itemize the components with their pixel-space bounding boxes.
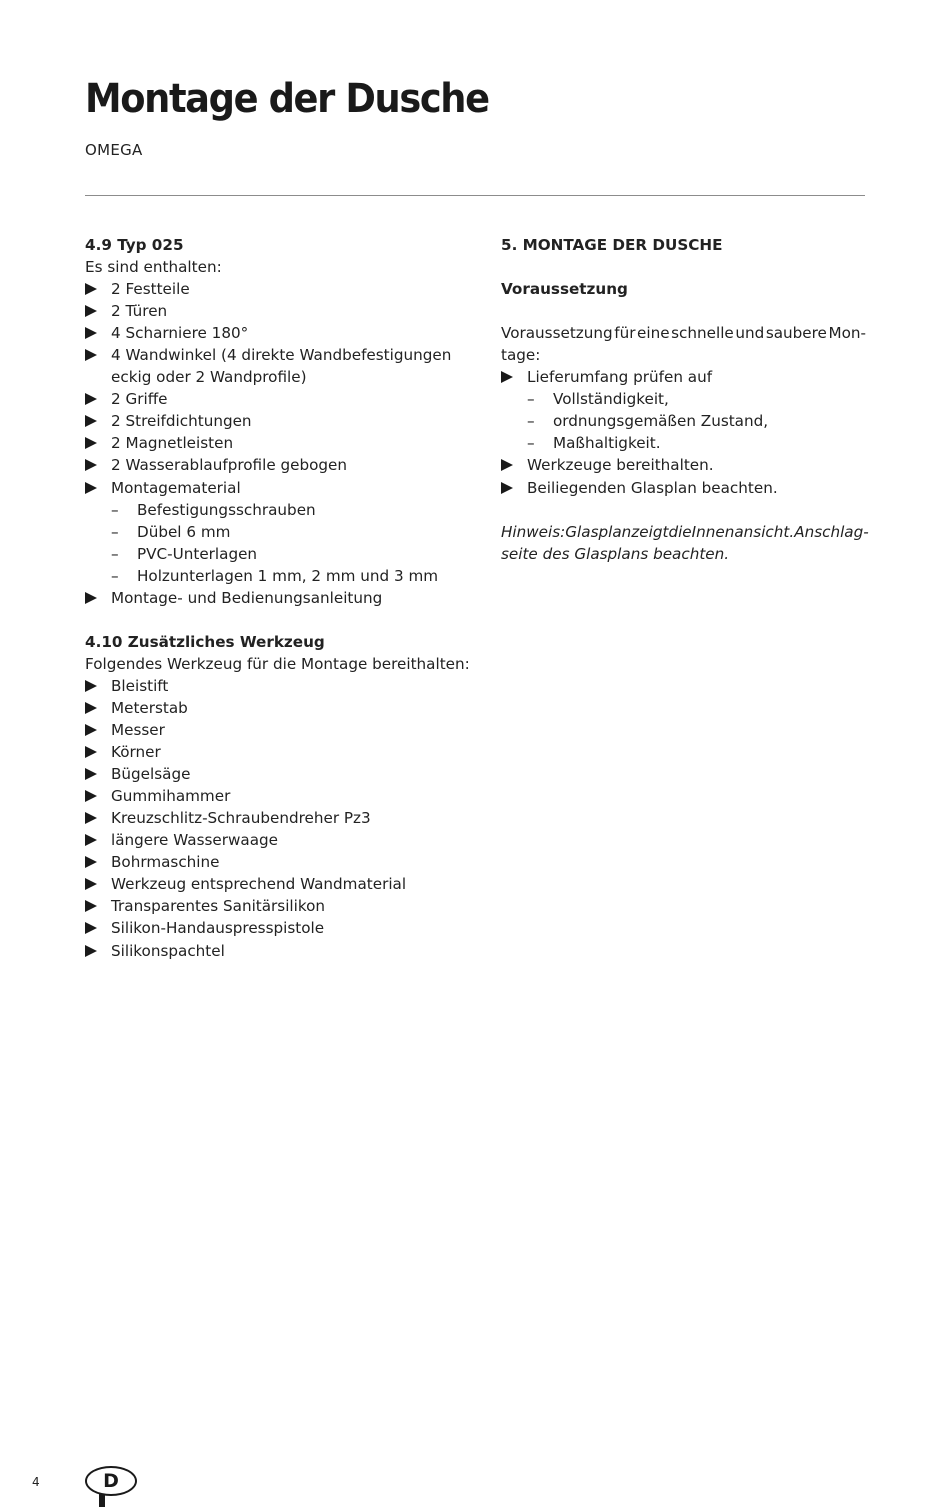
bullet-icon — [85, 768, 97, 780]
bullet-icon — [85, 724, 97, 736]
bullet-icon — [85, 945, 97, 957]
bullet-icon — [85, 680, 97, 692]
list-item: Gummihammer — [85, 785, 465, 807]
bullet-icon — [85, 459, 97, 471]
sub-list-item: – Dübel 6 mm — [85, 521, 465, 543]
page-number: 4 — [32, 1475, 40, 1489]
list-item: Körner — [85, 741, 465, 763]
sub-list-item: – Befestigungsschrauben — [85, 499, 465, 521]
dash-icon: – — [111, 500, 119, 519]
dash-icon: – — [527, 434, 535, 453]
sub-list-item: – ordnungsgemäßen Zustand, — [501, 410, 866, 432]
bullet-icon — [85, 327, 97, 339]
hinweis-note-line2: seite des Glasplans beachten. — [501, 544, 730, 563]
bullet-icon — [85, 482, 97, 494]
bullet-icon — [501, 482, 513, 494]
bullet-icon — [85, 415, 97, 427]
dash-icon: – — [111, 544, 119, 563]
list-item: Werkzeug entsprechend Wandmaterial — [85, 873, 465, 895]
section-4-10-intro: Folgendes Werkzeug für die Montage bereithalten: — [85, 654, 470, 673]
list-item: 2 Türen — [85, 300, 465, 322]
list-item: 2 Streifdichtungen — [85, 410, 465, 432]
dash-icon: – — [527, 390, 535, 409]
list-item: Kreuzschlitz-Schraubendreher Pz3 — [85, 807, 465, 829]
list-item: Silikon-Handauspresspistole — [85, 917, 465, 939]
country-badge-letter: D — [103, 1470, 119, 1492]
list-item: Meterstab — [85, 697, 465, 719]
bullet-icon — [85, 305, 97, 317]
list-item: Transparentes Sanitärsilikon — [85, 895, 465, 917]
bullet-icon — [501, 371, 513, 383]
bullet-icon — [85, 437, 97, 449]
section-4-9-intro: Es sind enthalten: — [85, 258, 222, 277]
section-5-intro-line2: tage: — [501, 346, 541, 365]
section-5-intro-line1: Voraussetzung für eine schnelle und saubere Mon- — [501, 324, 866, 343]
list-item: Montagematerial — [85, 477, 465, 499]
hinweis-note-line1: Hinweis: Glasplan zeigt die Innenansicht. Anschlag- — [501, 522, 869, 541]
page-subtitle: OMEGA — [85, 141, 143, 159]
list-item: Messer — [85, 719, 465, 741]
bullet-icon — [85, 900, 97, 912]
section-4-10-heading: 4.10 Zusätzliches Werkzeug — [85, 632, 325, 651]
list-item: Werkzeuge bereithalten. — [501, 454, 866, 476]
right-column — [501, 234, 869, 565]
sub-list-item: – Maßhaltigkeit. — [501, 432, 866, 454]
list-item-continuation: eckig oder 2 Wandprofile) — [111, 368, 307, 387]
bullet-icon — [85, 746, 97, 758]
bullet-icon — [85, 834, 97, 846]
bullet-icon — [85, 702, 97, 714]
list-item: 4 Scharniere 180° — [85, 322, 465, 344]
header-divider — [85, 195, 865, 196]
section-5-heading: 5. MONTAGE DER DUSCHE — [501, 236, 723, 254]
dash-icon: – — [111, 522, 119, 541]
bullet-icon — [85, 393, 97, 405]
bullet-icon — [85, 283, 97, 295]
bullet-icon — [85, 812, 97, 824]
list-item: 2 Festteile — [85, 278, 465, 300]
list-item: Bleistift — [85, 675, 465, 697]
dash-icon: – — [527, 412, 535, 431]
list-item: Beiliegenden Glasplan beachten. — [501, 477, 866, 499]
list-item: Silikonspachtel — [85, 940, 465, 962]
bullet-icon — [85, 790, 97, 802]
bullet-icon — [85, 856, 97, 868]
bullet-icon — [85, 592, 97, 604]
bullet-icon — [501, 459, 513, 471]
dash-icon: – — [111, 566, 119, 585]
bullet-icon — [85, 878, 97, 890]
list-item: 4 Wandwinkel (4 direkte Wandbefestigungen — [85, 344, 465, 366]
bullet-icon — [85, 349, 97, 361]
list-item: Montage- und Bedienungsanleitung — [85, 587, 465, 609]
page-title: Montage der Dusche — [85, 76, 489, 122]
list-item: längere Wasserwaage — [85, 829, 465, 851]
list-item: 2 Griffe — [85, 388, 465, 410]
sub-list-item: – Vollständigkeit, — [501, 388, 866, 410]
list-item: Lieferumfang prüfen auf — [501, 366, 866, 388]
list-item: 2 Magnetleisten — [85, 432, 465, 454]
sub-list-item: – PVC-Unterlagen — [85, 543, 465, 565]
list-item: Bohrmaschine — [85, 851, 465, 873]
country-badge — [85, 1466, 137, 1496]
badge-stem-mark — [99, 1494, 105, 1507]
section-4-9-heading: 4.9 Typ 025 — [85, 236, 184, 254]
section-5-subheading: Voraussetzung — [501, 280, 628, 299]
list-item: Bügelsäge — [85, 763, 465, 785]
list-item: 2 Wasserablaufprofile gebogen — [85, 454, 465, 476]
bullet-icon — [85, 922, 97, 934]
left-column — [85, 234, 470, 962]
sub-list-item: – Holzunterlagen 1 mm, 2 mm und 3 mm — [85, 565, 465, 587]
